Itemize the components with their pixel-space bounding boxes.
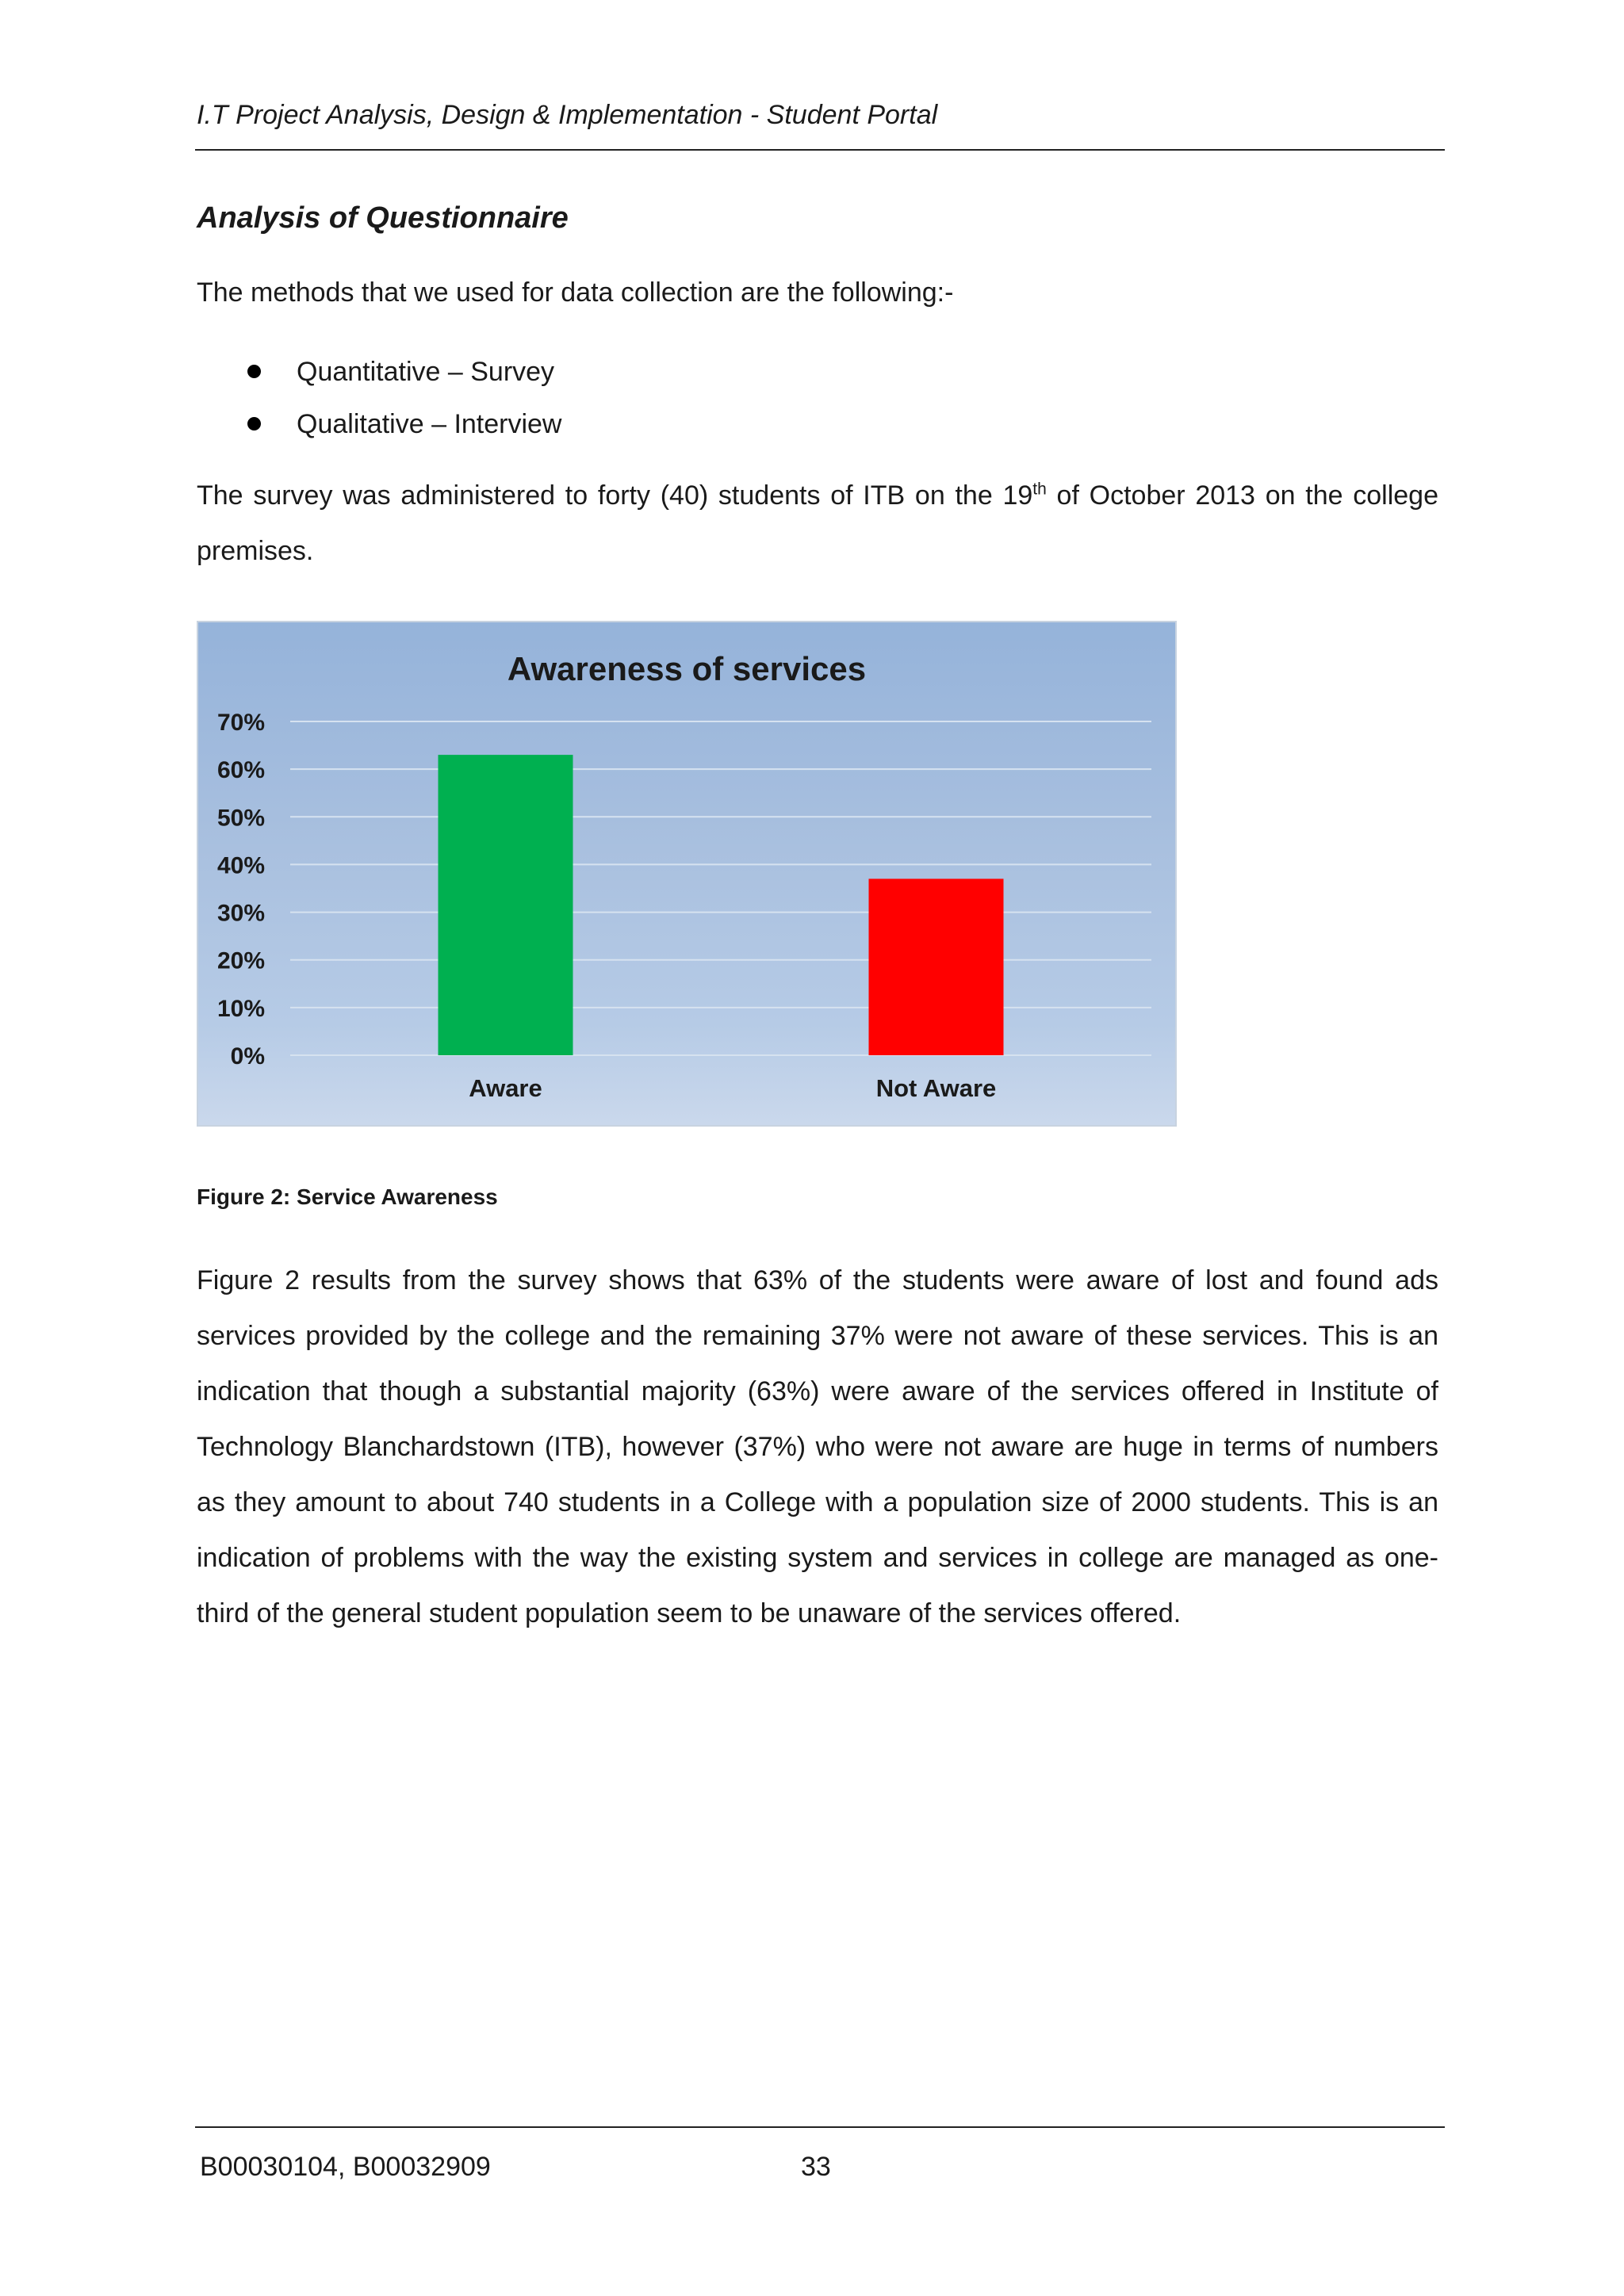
y-tick-label: 30% xyxy=(216,900,265,927)
y-tick-label: 60% xyxy=(216,757,265,784)
chart-y-axis xyxy=(217,710,265,1070)
chart-bars xyxy=(439,755,1004,1055)
survey-paragraph xyxy=(197,468,1438,579)
x-category-label: Aware xyxy=(469,1074,542,1102)
list-item xyxy=(197,398,562,450)
page-number: 33 xyxy=(801,2152,831,2182)
bullet-icon xyxy=(247,417,261,430)
list-item-text: Quantitative – Survey xyxy=(297,357,555,387)
ordinal-suffix: th xyxy=(1032,480,1047,499)
bar-aware xyxy=(439,755,573,1055)
survey-text-start: The survey was administered to forty (40) students of ITB on the 19 xyxy=(197,480,1033,511)
section-title: Analysis of Questionnaire xyxy=(197,201,569,235)
running-header: I.T Project Analysis, Design & Implementation - Student Portal xyxy=(197,100,938,130)
footer-divider xyxy=(195,2126,1445,2128)
y-tick-label: 10% xyxy=(216,995,265,1022)
chart-title: Awareness of services xyxy=(507,650,867,687)
y-tick-label: 0% xyxy=(230,1043,265,1070)
methods-list xyxy=(197,346,562,450)
chart-x-axis xyxy=(469,1074,996,1102)
results-paragraph: Figure 2 results from the survey shows that 63% of the students were aware of lost and found ads services provided by the college and the remaining 37% were not aware of these services. This is an indication that though a substantial majority (63%) were aware of the services offered in Institute of Technology Blanchardstown (ITB), however (37%) who were not aware are huge in terms of numbers as they amount to about 740 students in a College with a population size of 2000 students. This is an indication of problems with the way the existing system and services in college are managed as one-third of the general student population seem to be unaware of the services offered. xyxy=(197,1265,1438,1628)
chart-canvas xyxy=(198,622,1175,1125)
y-tick-label: 40% xyxy=(216,852,265,879)
awareness-chart xyxy=(197,621,1177,1127)
survey-text-end: of October 2013 on the college premises. xyxy=(197,480,1438,566)
list-item xyxy=(197,346,562,398)
intro-paragraph: The methods that we used for data collection are the following:- xyxy=(197,277,954,308)
figure-caption: Figure 2: Service Awareness xyxy=(197,1184,498,1209)
list-item-text: Qualitative – Interview xyxy=(297,409,562,439)
y-tick-label: 50% xyxy=(216,805,265,832)
y-tick-label: 70% xyxy=(216,710,265,736)
chart-gridlines xyxy=(290,721,1151,1055)
x-category-label: Not Aware xyxy=(875,1074,997,1102)
y-tick-label: 20% xyxy=(216,947,265,974)
bar-not-aware xyxy=(869,878,1004,1055)
bullet-icon xyxy=(247,365,261,378)
header-divider xyxy=(195,149,1445,151)
footer-student-ids: B00030104, B00032909 xyxy=(200,2152,491,2182)
